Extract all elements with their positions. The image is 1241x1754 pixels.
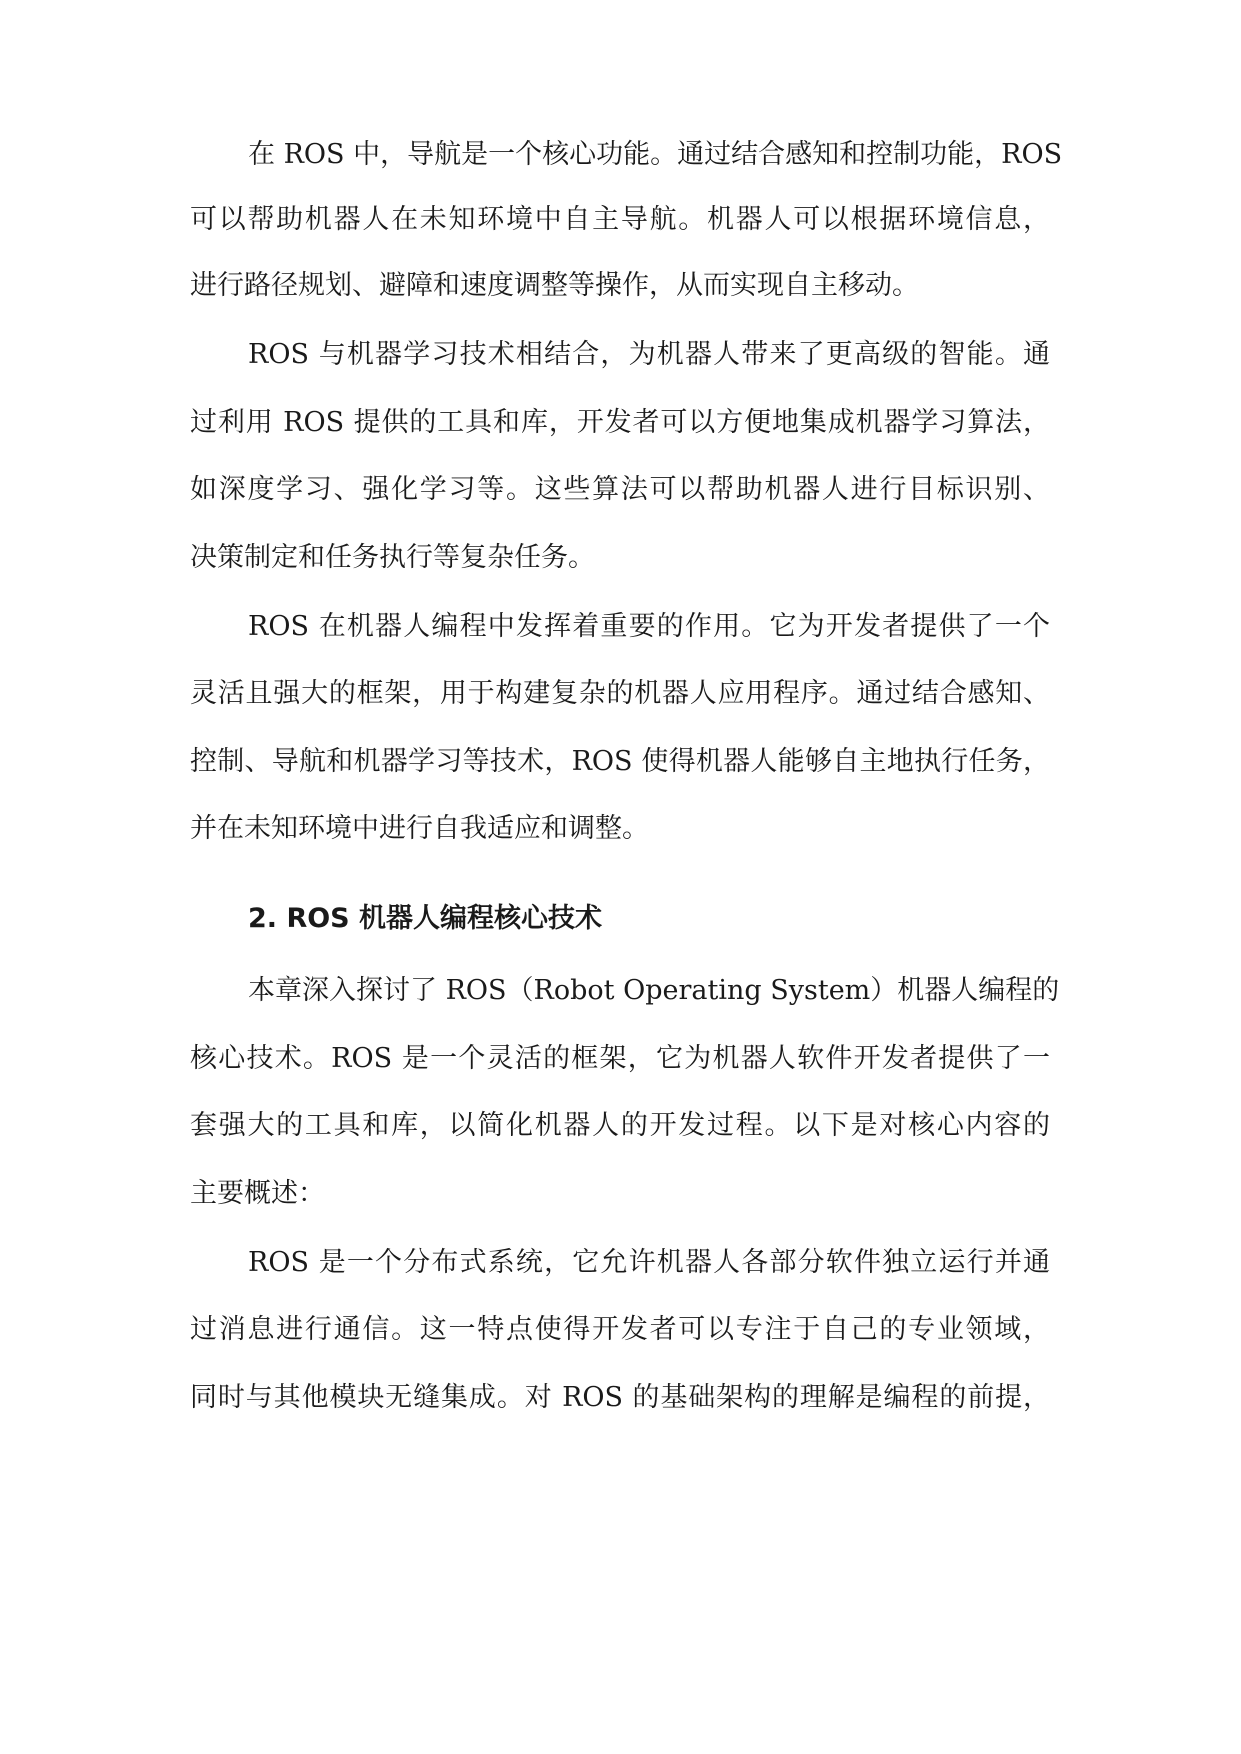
paragraph-3-line-1: ROS 在机器人编程中发挥着重要的作用。它为开发者提供了一个	[248, 611, 1050, 642]
paragraph-2-line-2: 过利用 ROS 提供的工具和库，开发者可以方便地集成机器学习算法，	[190, 407, 1050, 438]
paragraph-4-line-2: 核心技术。ROS 是一个灵活的框架，它为机器人软件开发者提供了一	[190, 1043, 1050, 1074]
paragraph-5-line-2: 过消息进行通信。这一特点使得开发者可以专注于自己的专业领域，	[190, 1314, 1050, 1345]
paragraph-1-line-3: 进行路径规划、避障和速度调整等操作，从而实现自主移动。	[190, 270, 919, 301]
paragraph-2-line-4: 决策制定和任务执行等复杂任务。	[190, 542, 595, 573]
paragraph-4-line-1: 本章深入探讨了 ROS（Robot Operating System）机器人编程的	[248, 975, 1060, 1006]
paragraph-4-line-3: 套强大的工具和库，以简化机器人的开发过程。以下是对核心内容的	[190, 1110, 1050, 1141]
paragraph-5-line-3: 同时与其他模块无缝集成。对 ROS 的基础架构的理解是编程的前提，	[190, 1382, 1050, 1413]
paragraph-3-line-2: 灵活且强大的框架，用于构建复杂的机器人应用程序。通过结合感知、	[190, 678, 1050, 709]
section-heading: 2. ROS 机器人编程核心技术	[248, 903, 603, 934]
paragraph-4-line-4: 主要概述：	[190, 1178, 325, 1209]
paragraph-5-line-1: ROS 是一个分布式系统，它允许机器人各部分软件独立运行并通	[248, 1247, 1050, 1278]
paragraph-2-line-3: 如深度学习、强化学习等。这些算法可以帮助机器人进行目标识别、	[190, 474, 1050, 505]
paragraph-2-line-1: ROS 与机器学习技术相结合，为机器人带来了更高级的智能。通	[248, 339, 1050, 370]
paragraph-3-line-3: 控制、导航和机器学习等技术，ROS 使得机器人能够自主地执行任务，	[190, 746, 1050, 777]
paragraph-3-line-4: 并在未知环境中进行自我适应和调整。	[190, 813, 649, 844]
paragraph-1-line-1: 在 ROS 中，导航是一个核心功能。通过结合感知和控制功能，ROS	[248, 139, 1063, 170]
paragraph-1-line-2: 可以帮助机器人在未知环境中自主导航。机器人可以根据环境信息，	[190, 204, 1050, 235]
